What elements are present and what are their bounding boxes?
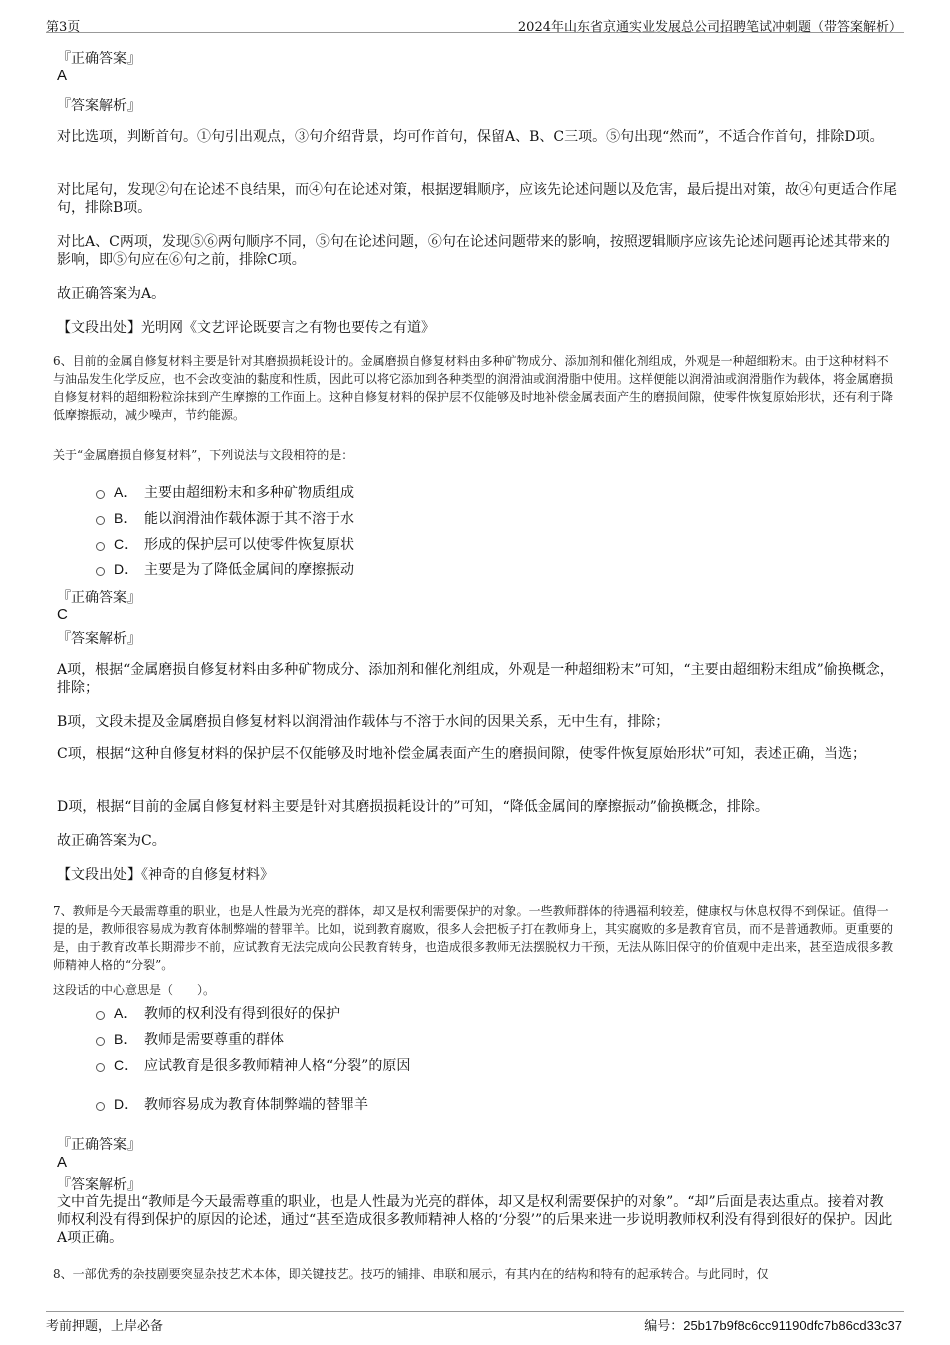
option-letter: B． [114, 510, 138, 526]
option-text: 形成的保护层可以使零件恢复原状 [144, 537, 354, 553]
option-text: 主要是为了降低金属间的摩擦振动 [144, 562, 354, 578]
radio-button[interactable] [96, 516, 105, 525]
correct-answer-label: 『正确答案』 [57, 51, 141, 67]
option-a[interactable] [96, 1003, 340, 1023]
radio-button[interactable] [96, 542, 105, 551]
option-a[interactable] [96, 482, 354, 502]
option-c[interactable] [96, 534, 354, 554]
option-text: 应试教育是很多教师精神人格“分裂”的原因 [144, 1058, 411, 1074]
answer-analysis-label: 『答案解析』 [57, 98, 141, 114]
correct-answer-value: A [57, 1154, 68, 1171]
option-b[interactable] [96, 1029, 284, 1049]
radio-button[interactable] [96, 1063, 105, 1072]
analysis-paragraph: 对比A、C两项，发现⑤⑥两句顺序不同，⑤句在论述问题，⑥句在论述问题带来的影响，按照逻辑顺序应该先论述问题再论述其带来的影响，即⑤句应在⑥句之前，排除C项。 [57, 234, 890, 268]
passage-source: 【文段出处】《神奇的自修复材料》 [57, 867, 274, 883]
answer-analysis-label: 『答案解析』 [57, 631, 141, 647]
document-title: 2024年山东省京通实业发展总公司招聘笔试冲刺题（带答案解析） [517, 20, 902, 35]
question-passage: 7、教师是今天最需尊重的职业，也是人性最为光亮的群体，却又是权利需要保护的对象。一些教师群体的待遇福利较差，健康权与休息权得不到保证。值得一提的是，教师很容易成为教育体制弊端的替罪羊。比如，说到教育腐败，很多人会把板子打在教师身上，其实腐败的多是教育官员，而不是普通教师。更重要的是，由于教育改革长期滞步不前，应试教育无法完成向公民教育转身，也造成很多教师无法摆脱权力干预，无法从陈旧保守的价值观中走出来，甚至造成很多教师精神人格的“分裂”。 [53, 904, 894, 972]
analysis-paragraph: B项，文段未提及金属磨损自修复材料以润滑油作载体与不溶于水间的因果关系，无中生有，排除； [57, 714, 670, 730]
analysis-paragraph: 对比尾句，发现②句在论述不良结果，而④句在论述对策，根据逻辑顺序，应该先论述问题以及危害，最后提出对策，故④句更适合作尾句，排除B项。 [57, 182, 897, 216]
footer-slogan: 考前押题，上岸必备 [46, 1319, 164, 1334]
option-letter: D． [114, 1096, 139, 1112]
option-d[interactable] [96, 1094, 368, 1114]
document-code-label: 编号： [644, 1319, 684, 1334]
option-letter: A． [114, 484, 138, 500]
analysis-conclusion: 故正确答案为A。 [57, 286, 166, 302]
option-letter: D． [114, 561, 139, 577]
radio-button[interactable] [96, 1102, 105, 1111]
option-letter: A． [114, 1005, 138, 1021]
passage-source: 【文段出处】光明网《文艺评论既要言之有物也要传之有道》 [57, 320, 435, 336]
question-stem: 关于“金属磨损自修复材料”，下列说法与文段相符的是： [53, 448, 354, 462]
analysis-paragraph: A项，根据“金属磨损自修复材料由多种矿物成分、添加剂和催化剂组成，外观是一种超细粉末”可知，“主要由超细粉末组成”偷换概念，排除； [57, 662, 894, 696]
footer-divider [46, 1311, 904, 1312]
radio-button[interactable] [96, 567, 105, 576]
radio-button[interactable] [96, 490, 105, 499]
question-stem: 这段话的中心意思是（ ）。 [53, 983, 216, 997]
document-code [644, 1315, 902, 1334]
question-passage: 6、目前的金属自修复材料主要是针对其磨损损耗设计的。金属磨损自修复材料由多种矿物成分、添加剂和催化剂组成，外观是一种超细粉末。由于这种材料不与油品发生化学反应，也不会改变油的黏度和性质，因此可以将它添加到各种类型的润滑油或润滑脂中使用。这样便能以润滑油或润滑脂作为载体，将金属磨损自修复材料的超细粉粒涂抹到产生摩擦的工作面上。这种自修复材料的保护层不仅能够及时地补偿金属表面产生的磨损间隙，使零件恢复原始形状，还有利于降低摩擦振动，减少噪声，节约能源。 [53, 354, 894, 422]
analysis-paragraph: D项，根据“目前的金属自修复材料主要是针对其磨损损耗设计的”可知，“降低金属间的摩擦振动”偷换概念，排除。 [57, 799, 769, 815]
page-number: 第3页 [46, 20, 81, 35]
header-divider [46, 32, 904, 33]
option-d[interactable] [96, 559, 354, 579]
option-letter: C． [114, 1057, 139, 1073]
correct-answer-label: 『正确答案』 [57, 1137, 141, 1153]
option-text: 教师是需要尊重的群体 [144, 1032, 284, 1048]
analysis-paragraph: C项，根据“这种自修复材料的保护层不仅能够及时地补偿金属表面产生的磨损间隙，使零件恢复原始形状”可知，表述正确，当选； [57, 746, 867, 762]
correct-answer-value: C [57, 606, 68, 623]
option-text: 教师容易成为教育体制弊端的替罪羊 [144, 1097, 368, 1113]
analysis-conclusion: 故正确答案为C。 [57, 833, 166, 849]
analysis-paragraph: 对比选项，判断首句。①句引出观点，③句介绍背景，均可作首句，保留A、B、C三项。⑤句出现“然而”，不适合作首句，排除D项。 [57, 129, 884, 145]
option-b[interactable] [96, 508, 354, 528]
correct-answer-label: 『正确答案』 [57, 590, 141, 606]
answer-analysis-label: 『答案解析』 [57, 1177, 141, 1193]
option-letter: B． [114, 1031, 138, 1047]
option-c[interactable] [96, 1055, 410, 1075]
option-text: 教师的权利没有得到很好的保护 [144, 1006, 340, 1022]
document-code-value: 25b17b9f8c6cc91190dfc7b86cd33c37 [683, 1318, 902, 1333]
option-letter: C． [114, 536, 139, 552]
option-text: 主要由超细粉末和多种矿物质组成 [144, 485, 354, 501]
option-text: 能以润滑油作载体源于其不溶于水 [144, 511, 354, 527]
radio-button[interactable] [96, 1037, 105, 1046]
correct-answer-value: A [57, 67, 68, 84]
question-passage: 8、一部优秀的杂技剧要突显杂技艺术本体，即关键技艺。技巧的铺排、串联和展示，有其内在的结构和特有的起承转合。与此同时，仅 [53, 1267, 769, 1281]
radio-button[interactable] [96, 1011, 105, 1020]
analysis-paragraph: 文中首先提出“教师是今天最需尊重的职业，也是人性最为光亮的群体，却又是权利需要保护的对象”。“却”后面是表达重点。接着对教师权利没有得到保护的原因的论述，通过“甚至造成很多教师精神人格的‘分裂’”的后果来进一步说明教师权利没有得到很好的保护。因此A项正确。 [57, 1194, 893, 1246]
